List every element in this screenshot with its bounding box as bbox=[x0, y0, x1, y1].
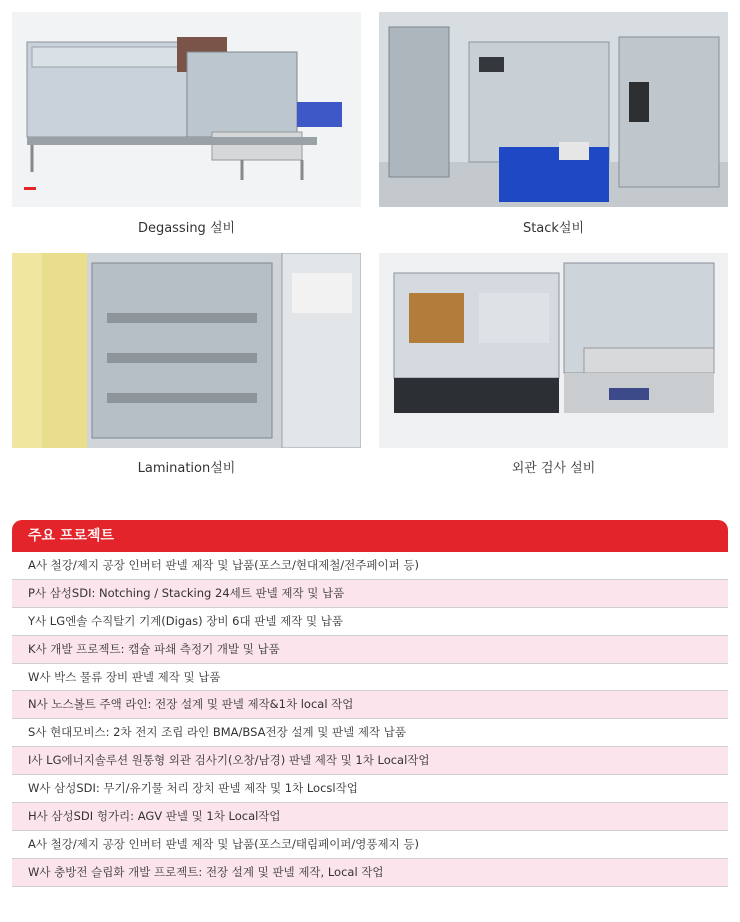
lamination-photo bbox=[12, 253, 361, 448]
projects-section bbox=[12, 520, 728, 887]
project-item: H사 삼성SDI 헝가리: AGV 판넬 및 1차 Local작업 bbox=[12, 803, 728, 831]
inspection-photo bbox=[379, 253, 728, 448]
gallery-caption-inspection: 외관 검사 설비 bbox=[511, 461, 596, 476]
project-item: S사 현대모비스: 2차 전지 조립 라인 BMA/BSA전장 설계 및 판넬 제작 납품 bbox=[12, 719, 728, 747]
project-item: A사 철강/제지 공장 인버터 판넬 제작 및 납품(포스코/태림페이퍼/영풍제지 등) bbox=[12, 831, 728, 859]
gallery-caption-stack: Stack설비 bbox=[522, 221, 585, 236]
red-marker bbox=[24, 187, 36, 190]
project-item: W사 충방전 슬립화 개발 프로젝트: 전장 설계 및 판넬 제작, Local 작업 bbox=[12, 859, 728, 887]
stack-photo bbox=[379, 12, 728, 207]
projects-title: 주요 프로젝트 bbox=[12, 520, 728, 552]
project-list bbox=[12, 552, 728, 887]
project-item: I사 LG에너지솔루션 원통형 외관 검사기(오창/남경) 판넬 제작 및 1차 Local작업 bbox=[12, 747, 728, 775]
project-item: N사 노스볼트 주액 라인: 전장 설계 및 판넬 제작&1차 local 작업 bbox=[12, 691, 728, 719]
project-item: A사 철강/제지 공장 인버터 판넬 제작 및 납품(포스코/현대제철/전주페이퍼 등) bbox=[12, 552, 728, 580]
gallery-caption-lamination: Lamination설비 bbox=[137, 461, 236, 476]
project-item: P사 삼성SDI: Notching / Stacking 24세트 판넬 제작 및 납품 bbox=[12, 580, 728, 608]
project-item: Y사 LG엔솔 수직탈기 기계(Digas) 장비 6대 판넬 제작 및 납품 bbox=[12, 608, 728, 636]
degassing-photo bbox=[12, 12, 361, 207]
project-item: W사 박스 물류 장비 판넬 제작 및 납품 bbox=[12, 664, 728, 692]
project-item: K사 개발 프로젝트: 캡슐 파쇄 측정기 개발 및 납품 bbox=[12, 636, 728, 664]
project-item: W사 삼성SDI: 무기/유기물 처리 장치 판넬 제작 및 1차 Locsl작업 bbox=[12, 775, 728, 803]
gallery-caption-degassing: Degassing 설비 bbox=[137, 221, 236, 236]
